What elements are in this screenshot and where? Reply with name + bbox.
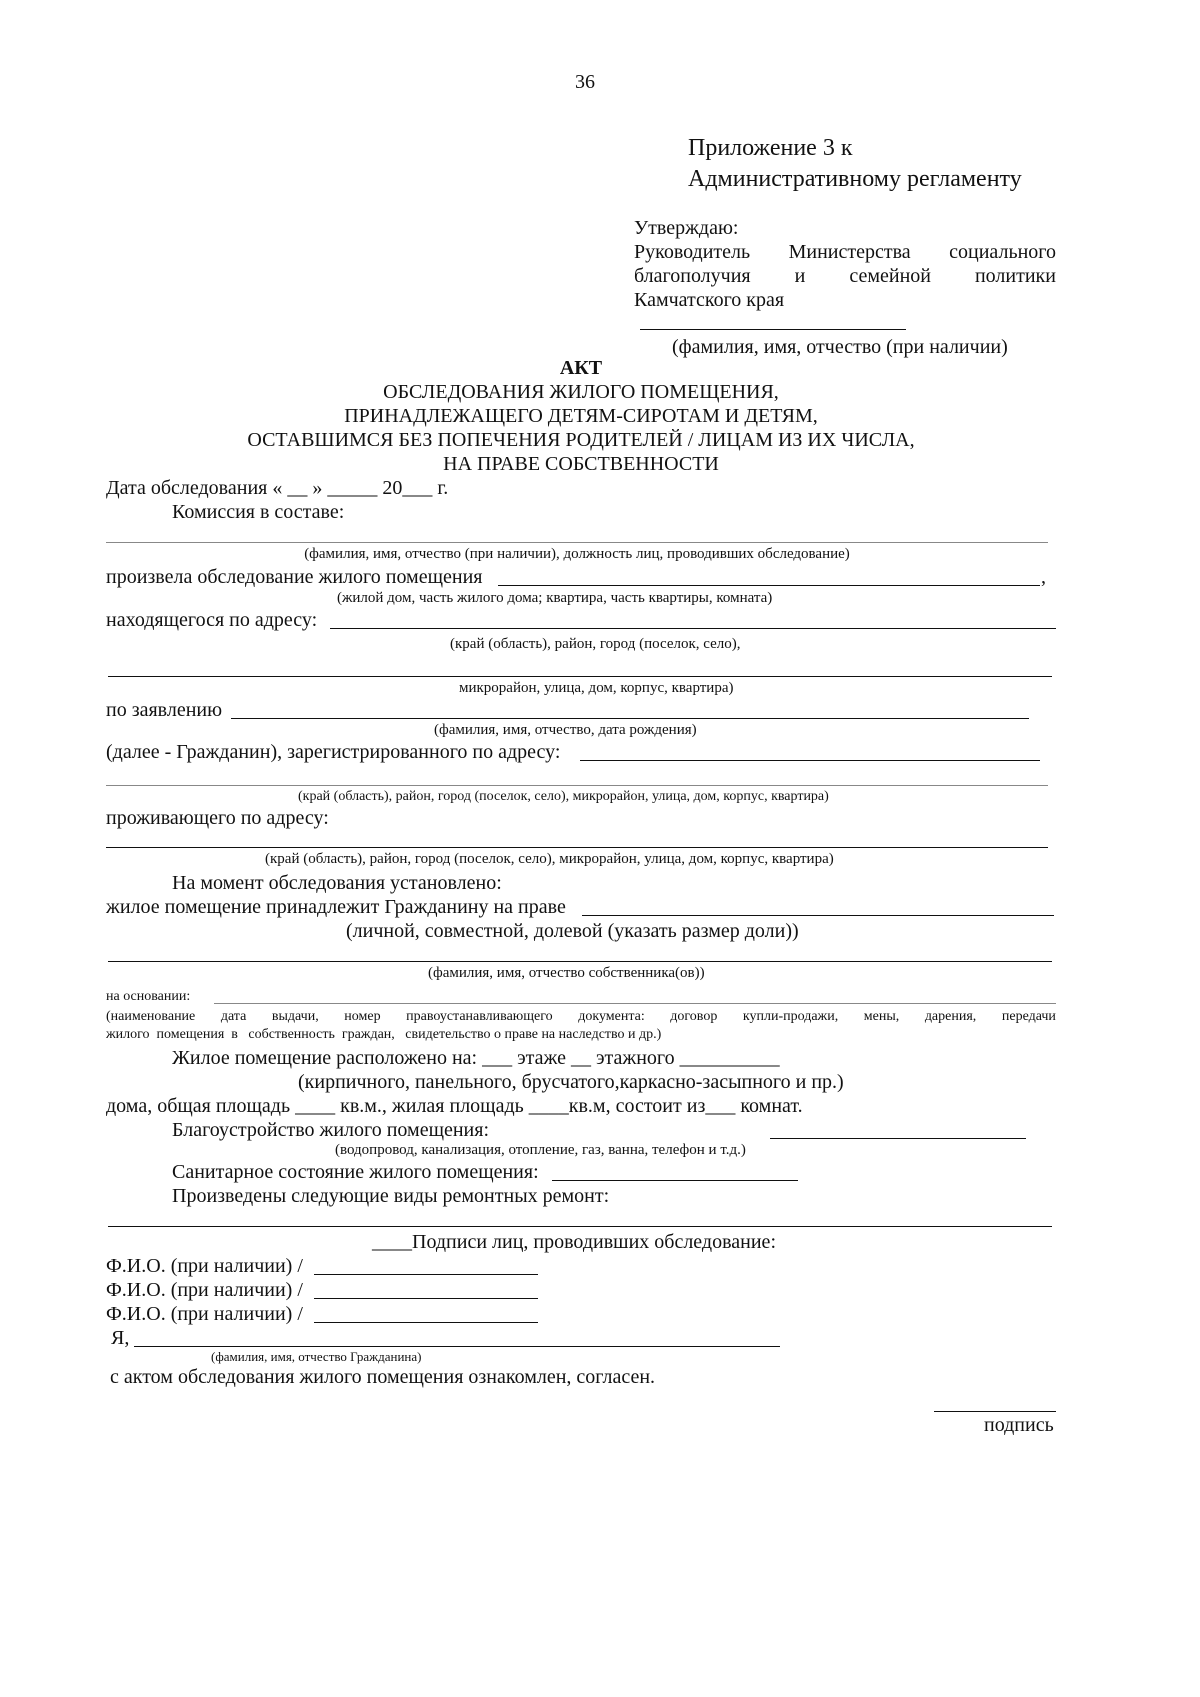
sanitary-label: Санитарное состояние жилого помещения: [172, 1161, 539, 1183]
statement-caption: (фамилия, имя, отчество, дата рождения) [434, 722, 697, 738]
basis-word: (наименование [106, 1009, 196, 1024]
repair-line[interactable] [108, 1226, 1052, 1227]
act-title-text: АКТ [559, 357, 603, 379]
ownership-type-line[interactable] [582, 915, 1054, 916]
basis-word: передачи [1001, 1009, 1056, 1024]
floor-line[interactable]: Жилое помещение расположено на: ___ этаже __ этажного __________ [172, 1047, 780, 1069]
approver-fio-caption: (фамилия, имя, отчество (при наличии) [672, 336, 1008, 358]
appendix-line-2: Административному регламенту [688, 166, 1022, 192]
basis-word: правоустанавливающего [406, 1009, 553, 1024]
basis-word: договор [670, 1009, 718, 1024]
basis-caption-row-2: жилого помещения в собственность граждан, свидетельство о праве на наследство и др.) [106, 1027, 662, 1042]
established-label: На момент обследования установлено: [172, 872, 502, 894]
act-subtitle-4: НА ПРАВЕ СОБСТВЕННОСТИ [443, 453, 719, 475]
inspected-comma: , [1041, 566, 1046, 588]
commission-caption: (фамилия, имя, отчество (при наличии), должность лиц, проводивших обследование) [304, 546, 850, 562]
signatory-3-line[interactable] [314, 1322, 538, 1323]
belongs-caption: (личной, совместной, долевой (указать размер доли)) [346, 920, 799, 942]
approval-word: Руководитель [634, 241, 751, 263]
amenities-label: Благоустройство жилого помещения: [172, 1119, 490, 1141]
citizen-label: Я, [111, 1327, 130, 1349]
commission-label: Комиссия в составе: [172, 501, 345, 523]
basis-word: дата [220, 1009, 247, 1024]
registered-caption: (край (область), район, город (поселок, село), микрорайон, улица, дом, корпус, квартира) [298, 789, 829, 804]
living-label: проживающего по адресу: [106, 807, 329, 829]
approval-word: политики [974, 265, 1056, 287]
sanitary-line[interactable] [552, 1180, 798, 1181]
approver-signature-line[interactable] [640, 329, 906, 330]
basis-word: купли-продажи, [742, 1009, 839, 1024]
signatory-2-line[interactable] [314, 1298, 538, 1299]
citizen-name-line[interactable] [134, 1346, 780, 1347]
statement-label: по заявлению [106, 699, 223, 721]
approval-row-2 [634, 266, 1056, 286]
agreed-statement: с актом обследования жилого помещения ознакомлен, согласен. [110, 1366, 656, 1388]
belongs-label: жилое помещение принадлежит Гражданину на праве [106, 896, 566, 918]
basis-word: мены, [863, 1009, 900, 1024]
approval-word: Министерства [788, 241, 911, 263]
approval-row-1 [634, 242, 1056, 262]
basis-word: выдачи, [271, 1009, 319, 1024]
inspection-date[interactable]: Дата обследования « __ » _____ 20___ г. [106, 477, 449, 499]
owners-line[interactable] [108, 961, 1052, 962]
statement-line[interactable] [231, 718, 1029, 719]
registered-label: (далее - Гражданин), зарегистрированного по адресу: [106, 741, 561, 763]
located-line-2[interactable] [108, 676, 1052, 677]
premises-type-line[interactable] [498, 585, 1040, 586]
signatures-heading: ____Подписи лиц, проводивших обследование: [372, 1231, 776, 1253]
basis-word: дарения, [924, 1009, 977, 1024]
signatory-3-label: Ф.И.О. (при наличии) / [106, 1303, 303, 1325]
approval-word: социального [949, 241, 1056, 263]
area-line[interactable]: дома, общая площадь ____ кв.м., жилая площадь ____кв.м, состоит из___ комнат. [106, 1095, 803, 1117]
basis-label: на основании: [106, 989, 191, 1004]
basis-word: номер [344, 1009, 381, 1024]
act-subtitle-3: ОСТАВШИМСЯ БЕЗ ПОПЕЧЕНИЯ РОДИТЕЛЕЙ / ЛИЦАМ ИЗ ИХ ЧИСЛА, [247, 429, 915, 451]
signature-caption: подпись [984, 1414, 1054, 1436]
inspected-caption: (жилой дом, часть жилого дома; квартира, часть квартиры, комната) [337, 590, 773, 606]
basis-line[interactable] [214, 1003, 1056, 1004]
located-caption-2: микрорайон, улица, дом, корпус, квартира) [459, 680, 734, 696]
signatory-1-label: Ф.И.О. (при наличии) / [106, 1255, 303, 1277]
basis-caption-row-1 [106, 1010, 1056, 1024]
act-subtitle-1: ОБСЛЕДОВАНИЯ ЖИЛОГО ПОМЕЩЕНИЯ, [383, 381, 779, 403]
approve-label: Утверждаю: [634, 217, 739, 239]
commission-line[interactable] [106, 542, 1048, 543]
living-line[interactable] [106, 847, 1048, 848]
citizen-caption: (фамилия, имя, отчество Гражданина) [211, 1349, 422, 1364]
material-caption: (кирпичного, панельного, брусчатого,каркасно-засыпного и пр.) [298, 1071, 844, 1093]
amenities-caption: (водопровод, канализация, отопление, газ, ванна, телефон и т.д.) [335, 1142, 746, 1158]
located-caption-1: (край (область), район, город (поселок, село), [450, 636, 741, 652]
inspected-label: произвела обследование жилого помещения [106, 566, 483, 588]
living-caption: (край (область), район, город (поселок, село), микрорайон, улица, дом, корпус, квартира) [265, 851, 834, 867]
approval-word: благополучия [634, 265, 751, 287]
approval-word: и [794, 265, 806, 287]
act-subtitle-2: ПРИНАДЛЕЖАЩЕГО ДЕТЯМ-СИРОТАМ И ДЕТЯМ, [344, 405, 818, 427]
approval-row-3: Камчатского края [634, 289, 785, 311]
repair-label: Произведены следующие виды ремонтных ремонт: [172, 1185, 610, 1207]
page-number: 36 [575, 71, 595, 93]
located-label: находящегося по адресу: [106, 609, 318, 631]
located-line[interactable] [330, 628, 1056, 629]
registered-line[interactable] [580, 760, 1040, 761]
appendix-line-1: Приложение 3 к [688, 135, 853, 161]
registered-line-2[interactable] [106, 785, 1048, 786]
approval-word: семейной [849, 265, 931, 287]
signatory-2-label: Ф.И.О. (при наличии) / [106, 1279, 303, 1301]
owners-caption: (фамилия, имя, отчество собственника(ов)) [428, 965, 705, 981]
act-title [0, 358, 1162, 378]
amenities-line[interactable] [770, 1138, 1026, 1139]
signatory-1-line[interactable] [314, 1274, 538, 1275]
basis-word: документа: [578, 1009, 645, 1024]
citizen-signature-line[interactable] [934, 1411, 1056, 1412]
